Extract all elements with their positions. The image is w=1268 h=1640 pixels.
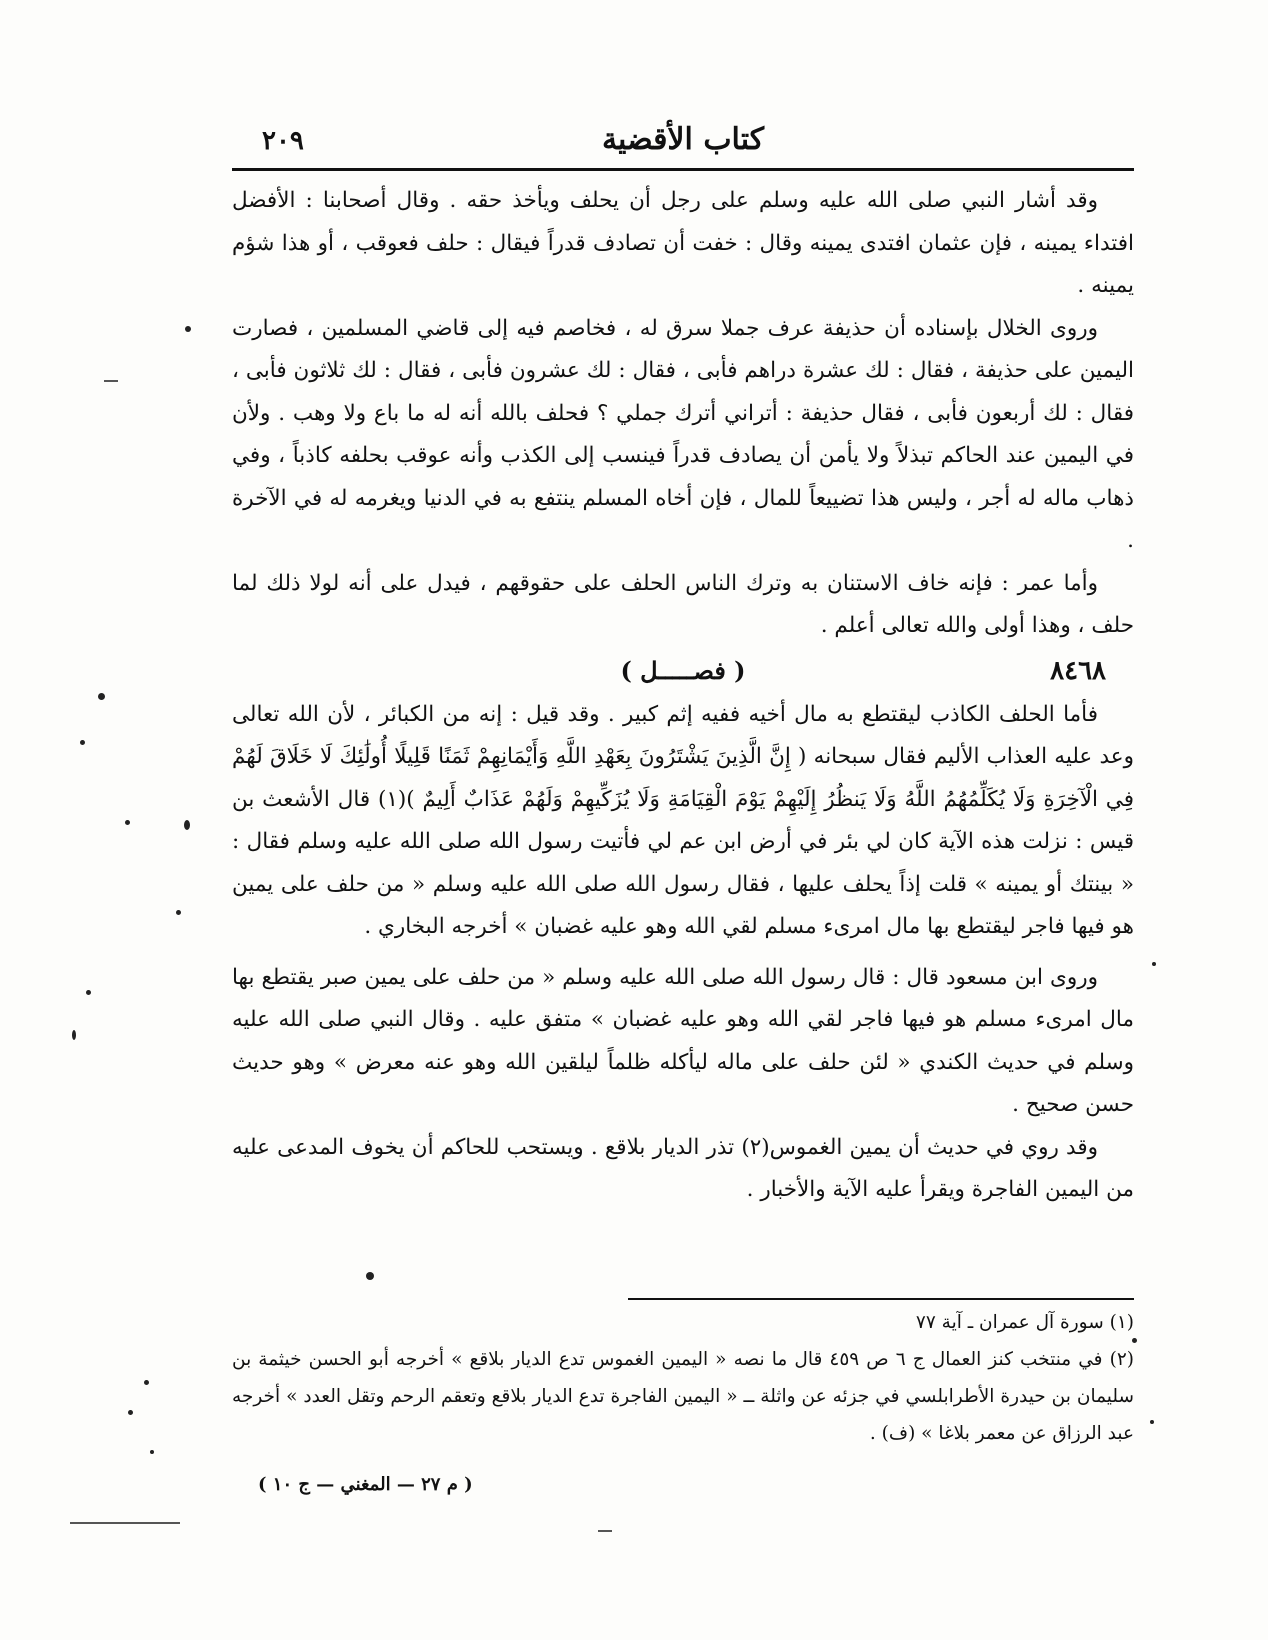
paragraph: وأما عمر : فإنه خاف الاستنان به وترك الناس الحلف على حقوقهم ، فيدل على أنه لولا ذلك لما حلف ، وهذا أولى والله تعالى أعلم . bbox=[232, 570, 1134, 638]
paragraph: وروى ابن مسعود قال : قال رسول الله صلى الله عليه وسلم « من حلف على يمين صبر يقتطع بها مال امرىء مسلم هو فيها فاجر لقي الله وهو عليه غضبان » متفق عليه . وقال النبي صلى الله عليه وسلم في حديث الكندي « لئن حلف على ماله ليأكله ظلماً ليلقين الله وهو عنه معرض » وهو حديث حسن صحيح . bbox=[232, 964, 1134, 1117]
scan-speck bbox=[72, 1030, 76, 1040]
scan-speck bbox=[176, 910, 181, 915]
page-header bbox=[232, 118, 1134, 168]
main-text bbox=[232, 180, 1134, 1212]
scan-speck bbox=[86, 990, 91, 995]
footnotes bbox=[232, 1304, 1134, 1452]
scan-speck bbox=[366, 1272, 374, 1280]
footnote-rule bbox=[628, 1298, 1134, 1300]
scan-mark bbox=[70, 1522, 180, 1524]
scan-speck bbox=[150, 1450, 154, 1454]
scan-speck bbox=[185, 326, 191, 332]
scan-speck bbox=[98, 693, 105, 700]
scan-speck bbox=[1150, 1420, 1154, 1424]
scan-speck bbox=[144, 1380, 149, 1385]
scan-speck bbox=[125, 820, 130, 825]
footnote: (١) سورة آل عمران ـ آية ٧٧ bbox=[915, 1312, 1134, 1333]
scan-speck bbox=[1132, 1338, 1137, 1343]
section-number: ٨٤٦٨ bbox=[1050, 655, 1106, 686]
header-rule bbox=[232, 168, 1134, 171]
signature-mark: ( م ٢٧ — المغني — ج ١٠ ) bbox=[258, 1474, 473, 1495]
section-title: ( فصـــــل ) bbox=[620, 655, 746, 685]
scan-mark bbox=[104, 380, 118, 382]
scan-speck bbox=[184, 820, 190, 830]
scan-speck bbox=[80, 740, 85, 745]
scan-speck bbox=[1152, 962, 1156, 966]
paragraph: وقد أشار النبي صلى الله عليه وسلم على رجل أن يحلف ويأخذ حقه . وقال أصحابنا : الأفضل افتداء يمينه ، فإن عثمان افتدى يمينه وقال : خفت أن تصادف قدراً فيقال : حلف فعوقب ، أو هذا شؤم يمينه . bbox=[232, 188, 1134, 298]
footnote: (٢) في منتخب كنز العمال ج ٦ ص ٤٥٩ قال ما نصه « اليمين الغموس تدع الديار بلاقع » أخرجه أبو الحسن خيثمة بن سليمان بن حيدرة الأطرابلسي في جزئه عن واثلة ــ « اليمين الفاجرة تدع الديار بلاقع وتعقم الرحم وتقل العدد » أخرجه عبد الرزاق عن معمر بلاغا » (ف) . bbox=[232, 1349, 1134, 1444]
paragraph: وروى الخلال بإسناده أن حذيفة عرف جملا سرق له ، فخاصم فيه إلى قاضي المسلمين ، فصارت اليمين على حذيفة ، فقال : لك عشرة دراهم فأبى ، فقال : لك عشرون فأبى ، فقال : لك ثلاثون فأبى ، فقال : لك أربعون فأبى ، فقال حذيفة : أتراني أترك جملي ؟ فحلف بالله أنه له ما باع ولا وهب . ولأن في اليمين عند الحاكم تبذلاً ولا يأمن أن يصادف قدراً فينسب إلى الكذب وأنه عوقب بحلفه كاذباً ، وفي ذهاب ماله له أجر ، وليس هذا تضييعاً للمال ، فإن أخاه المسلم ينتفع به في الدنيا ويغرمه له في الآخرة . bbox=[232, 315, 1134, 553]
scan-speck bbox=[128, 1410, 133, 1415]
section-heading bbox=[232, 648, 1134, 694]
scan-mark bbox=[598, 1530, 612, 1532]
paragraph: فأما الحلف الكاذب ليقتطع به مال أخيه ففيه إثم كبير . وقد قيل : إنه من الكبائر ، لأن الله تعالى وعد عليه العذاب الأليم فقال سبحانه ( إِنَّ الَّذِينَ يَشْتَرُونَ بِعَهْدِ اللَّهِ وَأَيْمَانِهِمْ ثَمَنًا قَلِيلًا أُولَٰئِكَ لَا خَلَاقَ لَهُمْ فِي الْآخِرَةِ وَلَا يُكَلِّمُهُمُ اللَّهُ وَلَا يَنظُرُ إِلَيْهِمْ يَوْمَ الْقِيَامَةِ وَلَا يُزَكِّيهِمْ وَلَهُمْ عَذَابٌ أَلِيمٌ )(١) قال الأشعث بن قيس : نزلت هذه الآية كان لي بئر في أرض ابن عم لي فأتيت رسول الله صلى الله عليه وسلم فقال : « بينتك أو يمينه » قلت إذاً يحلف عليها ، فقال رسول الله صلى الله عليه وسلم « من حلف على يمين هو فيها فاجر ليقتطع بها مال امرىء مسلم لقي الله وهو عليه غضبان » أخرجه البخاري . bbox=[232, 701, 1134, 939]
page-number: ٢٠٩ bbox=[262, 126, 304, 156]
running-title: كتاب الأقضية bbox=[601, 122, 765, 157]
paragraph: وقد روي في حديث أن يمين الغموس(٢) تذر الديار بلاقع . ويستحب للحاكم أن يخوف المدعى عليه من اليمين الفاجرة ويقرأ عليه الآية والأخبار . bbox=[232, 1134, 1134, 1202]
